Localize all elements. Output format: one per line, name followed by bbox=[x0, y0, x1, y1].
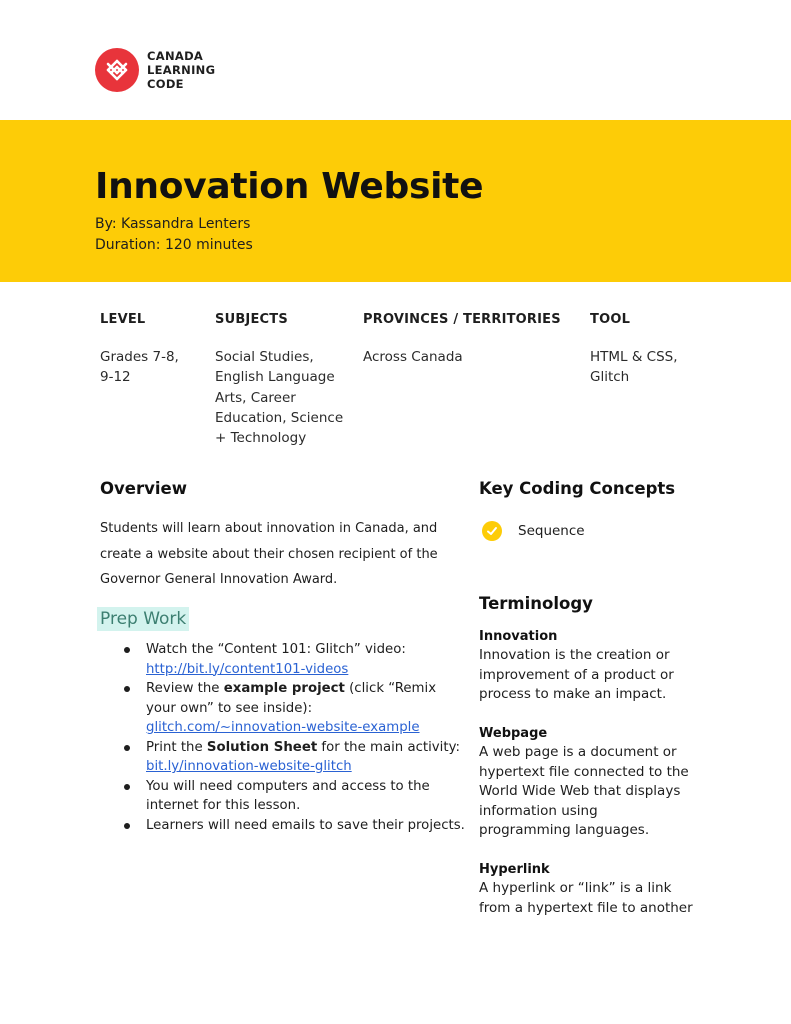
term-name: Webpage bbox=[479, 726, 548, 741]
prep-item-text: for the main activity: bbox=[317, 739, 460, 755]
term-line: hypertext file connected to the bbox=[479, 763, 689, 780]
example-project-link[interactable]: glitch.com/~innovation-website-example bbox=[146, 720, 420, 735]
term-definition bbox=[479, 743, 719, 841]
term-line: Innovation is the creation or bbox=[479, 647, 670, 663]
subjects-line: English Language bbox=[215, 369, 335, 386]
provinces-column bbox=[363, 312, 561, 367]
overview-line: Students will learn about innovation in Canada, and bbox=[100, 521, 438, 536]
prep-item-text: You will need computers and access to the internet for this lesson. bbox=[146, 778, 430, 813]
tool-heading: TOOL bbox=[590, 312, 631, 327]
term-definition bbox=[479, 879, 719, 918]
level-heading: LEVEL bbox=[100, 312, 146, 327]
term-line: World Wide Web that displays bbox=[479, 783, 681, 799]
author-text: By: Kassandra Lenters bbox=[95, 216, 251, 232]
term-innovation bbox=[479, 627, 719, 705]
prep-work-heading: Prep Work bbox=[97, 607, 189, 631]
level-line: 9-12 bbox=[100, 369, 131, 386]
term-webpage bbox=[479, 724, 719, 841]
subjects-line: Social Studies, bbox=[215, 349, 314, 365]
brand-logo bbox=[95, 48, 215, 92]
overview-heading: Overview bbox=[100, 479, 187, 498]
overview-paragraph bbox=[100, 516, 460, 593]
term-definition bbox=[479, 646, 719, 705]
prep-item-text: Learners will need emails to save their projects. bbox=[146, 817, 465, 833]
subjects-line: + Technology bbox=[215, 430, 307, 447]
subjects-value bbox=[215, 347, 343, 448]
overview-line: Governor General Innovation Award. bbox=[100, 572, 338, 587]
key-concepts-heading: Key Coding Concepts bbox=[479, 479, 676, 498]
solution-sheet-link[interactable]: bit.ly/innovation-website-glitch bbox=[146, 759, 352, 774]
term-line: A web page is a document or bbox=[479, 744, 677, 760]
prep-item-bold: example project bbox=[223, 681, 345, 696]
term-line: improvement of a product or bbox=[479, 666, 674, 683]
provinces-line: Across Canada bbox=[363, 349, 463, 365]
tool-line: Glitch bbox=[590, 369, 630, 386]
prep-item-text: Review the bbox=[146, 681, 224, 696]
tool-line: HTML & CSS, bbox=[590, 349, 678, 365]
tool-column bbox=[590, 312, 678, 388]
term-name: Innovation bbox=[479, 629, 558, 644]
term-line: from a hypertext file to another bbox=[479, 899, 693, 916]
term-line: programming languages. bbox=[479, 822, 650, 838]
provinces-value bbox=[363, 347, 561, 367]
prep-item-bold: Solution Sheet bbox=[206, 739, 318, 755]
terminology-heading: Terminology bbox=[479, 594, 593, 613]
level-value bbox=[100, 347, 179, 388]
concept-label: Sequence bbox=[518, 523, 585, 539]
term-hyperlink bbox=[479, 860, 719, 918]
prep-item-text: (click “Remix your own” to see inside): bbox=[146, 681, 437, 716]
content101-video-link[interactable]: http://bit.ly/content101-videos bbox=[146, 661, 349, 677]
level-line: Grades 7-8, bbox=[100, 349, 179, 365]
provinces-heading: PROVINCES / TERRITORIES bbox=[363, 312, 561, 327]
duration-text: Duration: 120 minutes bbox=[95, 237, 253, 253]
list-item bbox=[120, 738, 470, 777]
list-item bbox=[120, 816, 470, 836]
subjects-heading: SUBJECTS bbox=[215, 312, 288, 327]
checkmark-circle-icon bbox=[482, 521, 502, 541]
x-mark-logo-icon bbox=[95, 48, 139, 92]
subjects-line: Education, Science bbox=[215, 409, 344, 426]
concept-item bbox=[482, 521, 585, 541]
term-line: information using bbox=[479, 802, 598, 819]
logo-line-1: CANADA bbox=[147, 49, 204, 63]
logo-wordmark bbox=[147, 49, 215, 91]
level-column bbox=[100, 312, 179, 388]
list-item bbox=[120, 679, 470, 738]
tool-value bbox=[590, 347, 678, 388]
logo-line-2: LEARNING bbox=[147, 63, 216, 77]
term-name: Hyperlink bbox=[479, 862, 550, 877]
prep-work-list bbox=[120, 640, 470, 835]
list-item bbox=[120, 640, 470, 679]
page-title: Innovation Website bbox=[95, 166, 484, 207]
overview-line: create a website about their chosen recipient of the bbox=[100, 546, 438, 562]
prep-item-text: Print the bbox=[146, 739, 207, 755]
subjects-column bbox=[215, 312, 343, 448]
term-line: A hyperlink or “link” is a link bbox=[479, 880, 672, 896]
logo-line-3: CODE bbox=[147, 77, 184, 91]
prep-item-text: Watch the “Content 101: Glitch” video: bbox=[146, 642, 406, 657]
list-item bbox=[120, 777, 470, 816]
term-line: process to make an impact. bbox=[479, 686, 667, 702]
subjects-line: Arts, Career bbox=[215, 389, 296, 406]
